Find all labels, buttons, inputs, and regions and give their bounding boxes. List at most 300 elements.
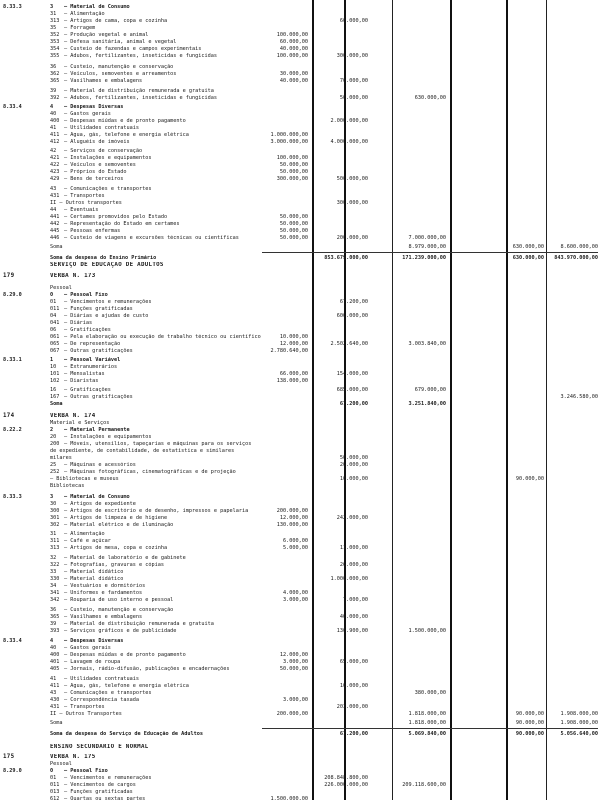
item-code: 41 bbox=[50, 676, 57, 682]
table-row bbox=[0, 32, 600, 39]
item-description: — Artigos de mesa, copa e cozinha bbox=[64, 545, 168, 551]
item-description: Bibliotecas bbox=[50, 483, 85, 489]
item-code: 102 bbox=[50, 378, 60, 384]
amount-column-1: 40.000,00 bbox=[279, 78, 308, 84]
item-description: — Produção vegetal e animal bbox=[64, 32, 149, 38]
amount-column-2: 67.200,00 bbox=[339, 299, 368, 305]
item-description: — Funções gratificadas bbox=[64, 789, 133, 795]
item-code: 429 bbox=[50, 176, 60, 182]
table-row bbox=[0, 132, 600, 139]
section-number: 8.33.1 bbox=[3, 357, 22, 363]
table-row bbox=[0, 371, 600, 378]
item-description: — Água, gás, telefone e energia elétrica bbox=[64, 683, 189, 689]
item-code: 441 bbox=[50, 214, 60, 220]
item-code: 365 bbox=[50, 614, 60, 620]
table-row bbox=[0, 427, 600, 434]
item-description: Soma da despesa do Ensino Primário bbox=[50, 255, 157, 261]
item-description: — Pessoal Variável bbox=[64, 357, 121, 363]
item-code: 400 bbox=[50, 652, 60, 658]
table-row bbox=[0, 782, 600, 789]
amount-column-6: 8.600.000,00 bbox=[560, 244, 598, 250]
item-code: 39 bbox=[50, 88, 57, 94]
item-description: — Representação do Estado em certames bbox=[64, 221, 180, 227]
amount-column-2: 130.900,00 bbox=[336, 628, 368, 634]
item-description: — Próprios do Estado bbox=[64, 169, 127, 175]
item-description: — Custeio, manutenção e conservação bbox=[64, 64, 174, 70]
amount-column-3: 679.000,00 bbox=[414, 387, 446, 393]
amount-column-2: 60.000,00 bbox=[339, 18, 368, 24]
amount-column-2: 242.000,00 bbox=[336, 515, 368, 521]
table-row bbox=[0, 228, 600, 235]
total-row bbox=[0, 255, 600, 262]
item-description: — Gratificações bbox=[64, 387, 111, 393]
table-row bbox=[0, 562, 600, 569]
item-code: 31 bbox=[50, 11, 57, 17]
item-description: — Artigos de expediente bbox=[64, 501, 136, 507]
amount-column-1: 130.000,00 bbox=[276, 522, 308, 528]
table-row bbox=[0, 761, 600, 768]
item-description: VERBA N. 175 bbox=[50, 754, 96, 760]
item-code: 365 bbox=[50, 78, 60, 84]
item-description: — Despesas Diversas bbox=[64, 104, 124, 110]
amount-column-2: 7.000,00 bbox=[343, 597, 368, 603]
item-code: 0 bbox=[50, 768, 54, 774]
table-row bbox=[0, 306, 600, 313]
item-code: 31 bbox=[50, 531, 57, 537]
table-row bbox=[0, 387, 600, 394]
table-row bbox=[0, 666, 600, 673]
amount-column-3: 630.000,00 bbox=[414, 95, 446, 101]
amount-column-1: 4.000,00 bbox=[283, 590, 308, 596]
item-description: — Diárias e ajudas de custo bbox=[64, 313, 149, 319]
amount-column-2: 50.000,00 bbox=[339, 95, 368, 101]
item-description: VERBA N. 173 bbox=[50, 273, 96, 279]
item-description: — Diárias bbox=[64, 320, 93, 326]
item-description: — Máquinas e acessórios bbox=[64, 462, 136, 468]
item-code: 421 bbox=[50, 155, 60, 161]
table-row bbox=[0, 364, 600, 371]
amount-column-3: 1.818.000,00 bbox=[408, 711, 446, 717]
item-code: 355 bbox=[50, 53, 60, 59]
amount-column-3: 3.251.840,00 bbox=[408, 401, 446, 407]
item-code: 4 bbox=[50, 104, 54, 110]
section-title-row bbox=[0, 262, 600, 269]
item-code: 40 bbox=[50, 645, 57, 651]
table-row bbox=[0, 25, 600, 32]
item-description: — Eventuais bbox=[64, 207, 99, 213]
item-description: — Pessoas enfermas bbox=[64, 228, 121, 234]
table-row bbox=[0, 104, 600, 111]
item-code: 167 bbox=[50, 394, 60, 400]
table-row bbox=[0, 348, 600, 355]
amount-column-2: 208.848.800,00 bbox=[324, 775, 368, 781]
section-number: 175 bbox=[3, 754, 15, 760]
amount-column-5: 90.000,00 bbox=[515, 476, 544, 482]
amount-column-2: 26.000,00 bbox=[339, 562, 368, 568]
amount-column-1: 12.000,00 bbox=[279, 652, 308, 658]
amount-column-2: 20.000,00 bbox=[339, 462, 368, 468]
item-code: 431 bbox=[50, 193, 60, 199]
table-row bbox=[0, 545, 600, 552]
amount-column-6: 1.908.000,00 bbox=[560, 720, 598, 726]
table-row bbox=[0, 186, 600, 193]
item-description: — Adubos, fertilizantes, inseticidas e fungicidas bbox=[64, 53, 218, 59]
table-row bbox=[0, 71, 600, 78]
amount-column-1: 12.000,00 bbox=[279, 341, 308, 347]
table-row bbox=[0, 155, 600, 162]
table-row bbox=[0, 621, 600, 628]
item-description: — Outras gratificações bbox=[64, 394, 133, 400]
amount-column-2: 300.000,00 bbox=[336, 53, 368, 59]
amount-column-1: 1.500.000,00 bbox=[270, 796, 308, 800]
table-row bbox=[0, 221, 600, 228]
amount-column-2: 2.502.640,00 bbox=[330, 341, 368, 347]
item-description: — Quartas ou sextas partes bbox=[64, 796, 146, 800]
item-code: 41 bbox=[50, 125, 57, 131]
table-row bbox=[0, 378, 600, 385]
table-row bbox=[0, 394, 600, 401]
item-description: — Custeio de fazendas e campos experimentais bbox=[64, 46, 202, 52]
item-description: — Fotografias, gravuras e cópias bbox=[64, 562, 164, 568]
item-code: 30 bbox=[50, 501, 57, 507]
table-row bbox=[0, 292, 600, 299]
table-row bbox=[0, 118, 600, 125]
table-row bbox=[0, 176, 600, 183]
item-description: — Veículos, semoventes e arreamentos bbox=[64, 71, 177, 77]
item-code: 0 bbox=[50, 292, 54, 298]
item-description: II — Outros Transportes bbox=[50, 711, 122, 717]
table-row bbox=[0, 494, 600, 501]
item-code: 01 bbox=[50, 299, 57, 305]
table-row bbox=[0, 125, 600, 132]
item-description: — Material de distribuição remunerada e gratuita bbox=[64, 88, 214, 94]
section-number: 8.33.4 bbox=[3, 104, 22, 110]
item-code: 313 bbox=[50, 18, 60, 24]
item-code: 40 bbox=[50, 111, 57, 117]
item-code: 302 bbox=[50, 522, 60, 528]
amount-column-2: 67.200,00 bbox=[339, 401, 368, 407]
item-code: 041 bbox=[50, 320, 60, 326]
item-code: 013 bbox=[50, 789, 60, 795]
amount-column-1: 50.000,00 bbox=[279, 228, 308, 234]
table-row bbox=[0, 285, 600, 292]
amount-column-2: 2.000.000,00 bbox=[330, 118, 368, 124]
table-row bbox=[0, 64, 600, 71]
item-description: — Material didático bbox=[64, 576, 124, 582]
item-description: — Vencimentos e remunerações bbox=[64, 299, 152, 305]
table-row bbox=[0, 327, 600, 334]
table-row bbox=[0, 200, 600, 207]
item-code: 252 bbox=[50, 469, 60, 475]
item-description: — Custeio de viagens e excursões técnicas ou científicas bbox=[64, 235, 239, 241]
item-description: — Utilidades contratuais bbox=[64, 125, 139, 131]
table-row bbox=[0, 39, 600, 46]
table-row bbox=[0, 522, 600, 529]
item-code: 313 bbox=[50, 545, 60, 551]
amount-column-2: 200.000,00 bbox=[336, 235, 368, 241]
section-number: 179 bbox=[3, 273, 15, 279]
amount-column-3: 5.069.840,00 bbox=[408, 731, 446, 737]
item-code: 1 bbox=[50, 357, 54, 363]
item-code: 300 bbox=[50, 508, 60, 514]
item-code: 330 bbox=[50, 576, 60, 582]
item-description: — Jornais, rádio-difusão, publicações e encadernações bbox=[64, 666, 230, 672]
item-code: 341 bbox=[50, 590, 60, 596]
item-description: — Funções gratificadas bbox=[64, 306, 133, 312]
item-code: 33 bbox=[50, 569, 57, 575]
amount-column-1: 200.000,00 bbox=[276, 711, 308, 717]
amount-column-2: 67.200,00 bbox=[339, 731, 368, 737]
item-description: Pessoal bbox=[50, 761, 72, 767]
table-row bbox=[0, 46, 600, 53]
item-code: 392 bbox=[50, 95, 60, 101]
item-description: Soma bbox=[50, 720, 63, 726]
item-description: — Material de Consumo bbox=[64, 494, 130, 500]
amount-column-5: 90.000,00 bbox=[515, 711, 544, 717]
table-row bbox=[0, 299, 600, 306]
total-row bbox=[0, 401, 600, 408]
item-code: 362 bbox=[50, 71, 60, 77]
item-description: — Material de laboratório e de gabinete bbox=[64, 555, 186, 561]
item-code: 3 bbox=[50, 4, 54, 10]
table-row bbox=[0, 469, 600, 476]
item-description: Soma bbox=[50, 244, 63, 250]
item-description: — Adubos, fertilizantes, inseticidas e fungicidas bbox=[64, 95, 218, 101]
amount-column-1: 50.000,00 bbox=[279, 214, 308, 220]
item-description: — De representação bbox=[64, 341, 121, 347]
amount-column-6: 3.246.580,00 bbox=[560, 394, 598, 400]
table-row bbox=[0, 53, 600, 60]
table-row bbox=[0, 555, 600, 562]
item-code: 4 bbox=[50, 638, 54, 644]
amount-column-2: 70.000,00 bbox=[339, 78, 368, 84]
item-code: 353 bbox=[50, 39, 60, 45]
table-row bbox=[0, 420, 600, 427]
item-code: 42 bbox=[50, 148, 57, 154]
table-row bbox=[0, 796, 600, 800]
item-description: — Pela elaboração ou execução de trabalho técnico ou científico bbox=[64, 334, 261, 340]
item-description: — Extranumerários bbox=[64, 364, 118, 370]
item-description: — Defesa sanitária, animal e vegetal bbox=[64, 39, 177, 45]
amount-column-1: 50.000,00 bbox=[279, 235, 308, 241]
item-code: 101 bbox=[50, 371, 60, 377]
item-code: 430 bbox=[50, 697, 60, 703]
item-description: — Correspondência taxada bbox=[64, 697, 139, 703]
amount-column-2: 10.000,00 bbox=[339, 683, 368, 689]
item-code: 36 bbox=[50, 607, 57, 613]
amount-column-1: 1.000.000,00 bbox=[270, 132, 308, 138]
total-row bbox=[0, 731, 600, 738]
item-description: — Despesas Diversas bbox=[64, 638, 124, 644]
section-title-row bbox=[0, 754, 600, 761]
table-row bbox=[0, 334, 600, 341]
item-code: 061 bbox=[50, 334, 60, 340]
section-title-row bbox=[0, 273, 600, 280]
item-code: 32 bbox=[50, 555, 57, 561]
amount-column-5: 630.000,00 bbox=[512, 255, 544, 261]
item-description: — Utilidades contratuais bbox=[64, 676, 139, 682]
section-title-row bbox=[0, 744, 600, 751]
amount-column-2: 853.679.000,00 bbox=[324, 255, 368, 261]
section-title-row bbox=[0, 413, 600, 420]
item-description: — Rouparia de uso interno e pessoal bbox=[64, 597, 174, 603]
table-row bbox=[0, 576, 600, 583]
item-description: — Aluguéis de imóveis bbox=[64, 139, 130, 145]
item-code: 612 bbox=[50, 796, 60, 800]
table-row bbox=[0, 441, 600, 448]
table-row bbox=[0, 434, 600, 441]
item-description: — Alimentação bbox=[64, 11, 105, 17]
amount-column-1: 10.000,00 bbox=[279, 334, 308, 340]
item-code: 065 bbox=[50, 341, 60, 347]
item-description: — Uniformes e fardamentos bbox=[64, 590, 143, 596]
amount-column-5: 630.000,00 bbox=[512, 244, 544, 250]
item-description: — Serviços gráficos e de publicidade bbox=[64, 628, 177, 634]
item-description: Pessoal bbox=[50, 285, 72, 291]
table-row bbox=[0, 88, 600, 95]
table-row bbox=[0, 697, 600, 704]
amount-column-2: 4.000.000,00 bbox=[330, 139, 368, 145]
amount-column-1: 66.000,00 bbox=[279, 371, 308, 377]
table-row bbox=[0, 462, 600, 469]
amount-column-2: 600.000,00 bbox=[336, 313, 368, 319]
amount-column-2: 685.000,00 bbox=[336, 387, 368, 393]
item-description: — Vasilhames e embalagens bbox=[64, 78, 143, 84]
item-description: — Bens de terceiros bbox=[64, 176, 124, 182]
table-row bbox=[0, 652, 600, 659]
item-description: — Instalações e equipamentos bbox=[64, 155, 152, 161]
amount-column-2: 300.000,00 bbox=[336, 200, 368, 206]
table-row bbox=[0, 515, 600, 522]
item-description: Soma da despesa do Serviço de Educação de Adultos bbox=[50, 731, 204, 737]
item-description: — Despesas miúdas e de pronto pagamento bbox=[64, 652, 186, 658]
table-row bbox=[0, 357, 600, 364]
amount-column-6: 1.908.000,00 bbox=[560, 711, 598, 717]
item-code: 411 bbox=[50, 683, 60, 689]
table-row bbox=[0, 11, 600, 18]
table-row bbox=[0, 244, 600, 251]
amount-column-3: 7.000.000,00 bbox=[408, 235, 446, 241]
item-code: 3 bbox=[50, 494, 54, 500]
item-description: — Instalações e equipamentos bbox=[64, 434, 152, 440]
item-description: — Lavagem de roupa bbox=[64, 659, 121, 665]
amount-column-3: 1.818.000,00 bbox=[408, 720, 446, 726]
amount-column-6: 5.056.640,00 bbox=[560, 731, 598, 737]
table-row bbox=[0, 614, 600, 621]
table-row bbox=[0, 313, 600, 320]
amount-column-3: 380.000,00 bbox=[414, 690, 446, 696]
section-number: 174 bbox=[3, 413, 15, 419]
table-row bbox=[0, 78, 600, 85]
item-description: — Material Permanente bbox=[64, 427, 130, 433]
item-description: — Despesas miúdas e de pronto pagamento bbox=[64, 118, 186, 124]
item-code: 43 bbox=[50, 186, 57, 192]
horizontal-rule bbox=[262, 252, 598, 253]
item-description: — Material de Consumo bbox=[64, 4, 130, 10]
table-row bbox=[0, 683, 600, 690]
item-code: 322 bbox=[50, 562, 60, 568]
item-description: — Forragem bbox=[64, 25, 96, 31]
item-code: 20 bbox=[50, 434, 57, 440]
amount-column-2: 10.000,00 bbox=[339, 476, 368, 482]
item-code: 446 bbox=[50, 235, 60, 241]
item-description: — Café e açúcar bbox=[64, 538, 111, 544]
table-row bbox=[0, 638, 600, 645]
item-description: — Material didático bbox=[64, 569, 124, 575]
item-code: 405 bbox=[50, 666, 60, 672]
item-description: de expediente, de contabilidade, de estatística e similares bbox=[50, 448, 235, 454]
amount-column-3: 1.500.000,00 bbox=[408, 628, 446, 634]
item-description: — Comunicações e transportes bbox=[64, 186, 152, 192]
item-code: 422 bbox=[50, 162, 60, 168]
item-code: 423 bbox=[50, 169, 60, 175]
item-description: — Serviços de conservação bbox=[64, 148, 143, 154]
item-code: 401 bbox=[50, 659, 60, 665]
item-code: 04 bbox=[50, 313, 57, 319]
amount-column-2: 154.000,00 bbox=[336, 371, 368, 377]
table-row bbox=[0, 590, 600, 597]
table-row bbox=[0, 483, 600, 490]
table-row bbox=[0, 501, 600, 508]
table-row bbox=[0, 607, 600, 614]
item-code: 43 bbox=[50, 690, 57, 696]
item-description: — Vasilhames e embalagens bbox=[64, 614, 143, 620]
section-number: 8.29.0 bbox=[3, 768, 22, 774]
table-row bbox=[0, 169, 600, 176]
item-code: 200 bbox=[50, 441, 60, 447]
amount-column-2: 40.000,00 bbox=[339, 614, 368, 620]
item-code: 400 bbox=[50, 118, 60, 124]
item-code: 10 bbox=[50, 364, 57, 370]
item-description: — Artigos de escritório e de desenho, impressos e papelaria bbox=[64, 508, 249, 514]
table-row bbox=[0, 448, 600, 455]
item-code: 431 bbox=[50, 704, 60, 710]
amount-column-2: 226.000.000,00 bbox=[324, 782, 368, 788]
section-number: 8.22.2 bbox=[3, 427, 22, 433]
amount-column-1: 3.000.000,00 bbox=[270, 139, 308, 145]
amount-column-5: 90.000,00 bbox=[515, 731, 544, 737]
amount-column-1: 12.000,00 bbox=[279, 515, 308, 521]
amount-column-1: 30.000,00 bbox=[279, 71, 308, 77]
item-code: 16 bbox=[50, 387, 57, 393]
item-description: — Alimentação bbox=[64, 531, 105, 537]
item-code: 067 bbox=[50, 348, 60, 354]
item-description: — Material elétrico e de iluminação bbox=[64, 522, 174, 528]
table-row bbox=[0, 690, 600, 697]
amount-column-1: 2.780.640,00 bbox=[270, 348, 308, 354]
item-description: — Gastos gerais bbox=[64, 645, 111, 651]
amount-column-1: 100.000,00 bbox=[276, 32, 308, 38]
table-row bbox=[0, 4, 600, 11]
table-row bbox=[0, 341, 600, 348]
item-code: 2 bbox=[50, 427, 54, 433]
table-row bbox=[0, 476, 600, 483]
table-row bbox=[0, 659, 600, 666]
table-row bbox=[0, 775, 600, 782]
table-row bbox=[0, 18, 600, 25]
item-description: VERBA N. 174 bbox=[50, 413, 96, 419]
item-description: — Transportes bbox=[64, 193, 105, 199]
item-description: — Gastos gerais bbox=[64, 111, 111, 117]
amount-column-2: 65.000,00 bbox=[339, 659, 368, 665]
table-row bbox=[0, 720, 600, 727]
item-description: — Vencimentos e remunerações bbox=[64, 775, 152, 781]
item-description: — Mensalistas bbox=[64, 371, 105, 377]
section-number: 8.33.3 bbox=[3, 494, 22, 500]
table-row bbox=[0, 628, 600, 635]
item-code: 393 bbox=[50, 628, 60, 634]
item-description: II — Outros transportes bbox=[50, 200, 122, 206]
